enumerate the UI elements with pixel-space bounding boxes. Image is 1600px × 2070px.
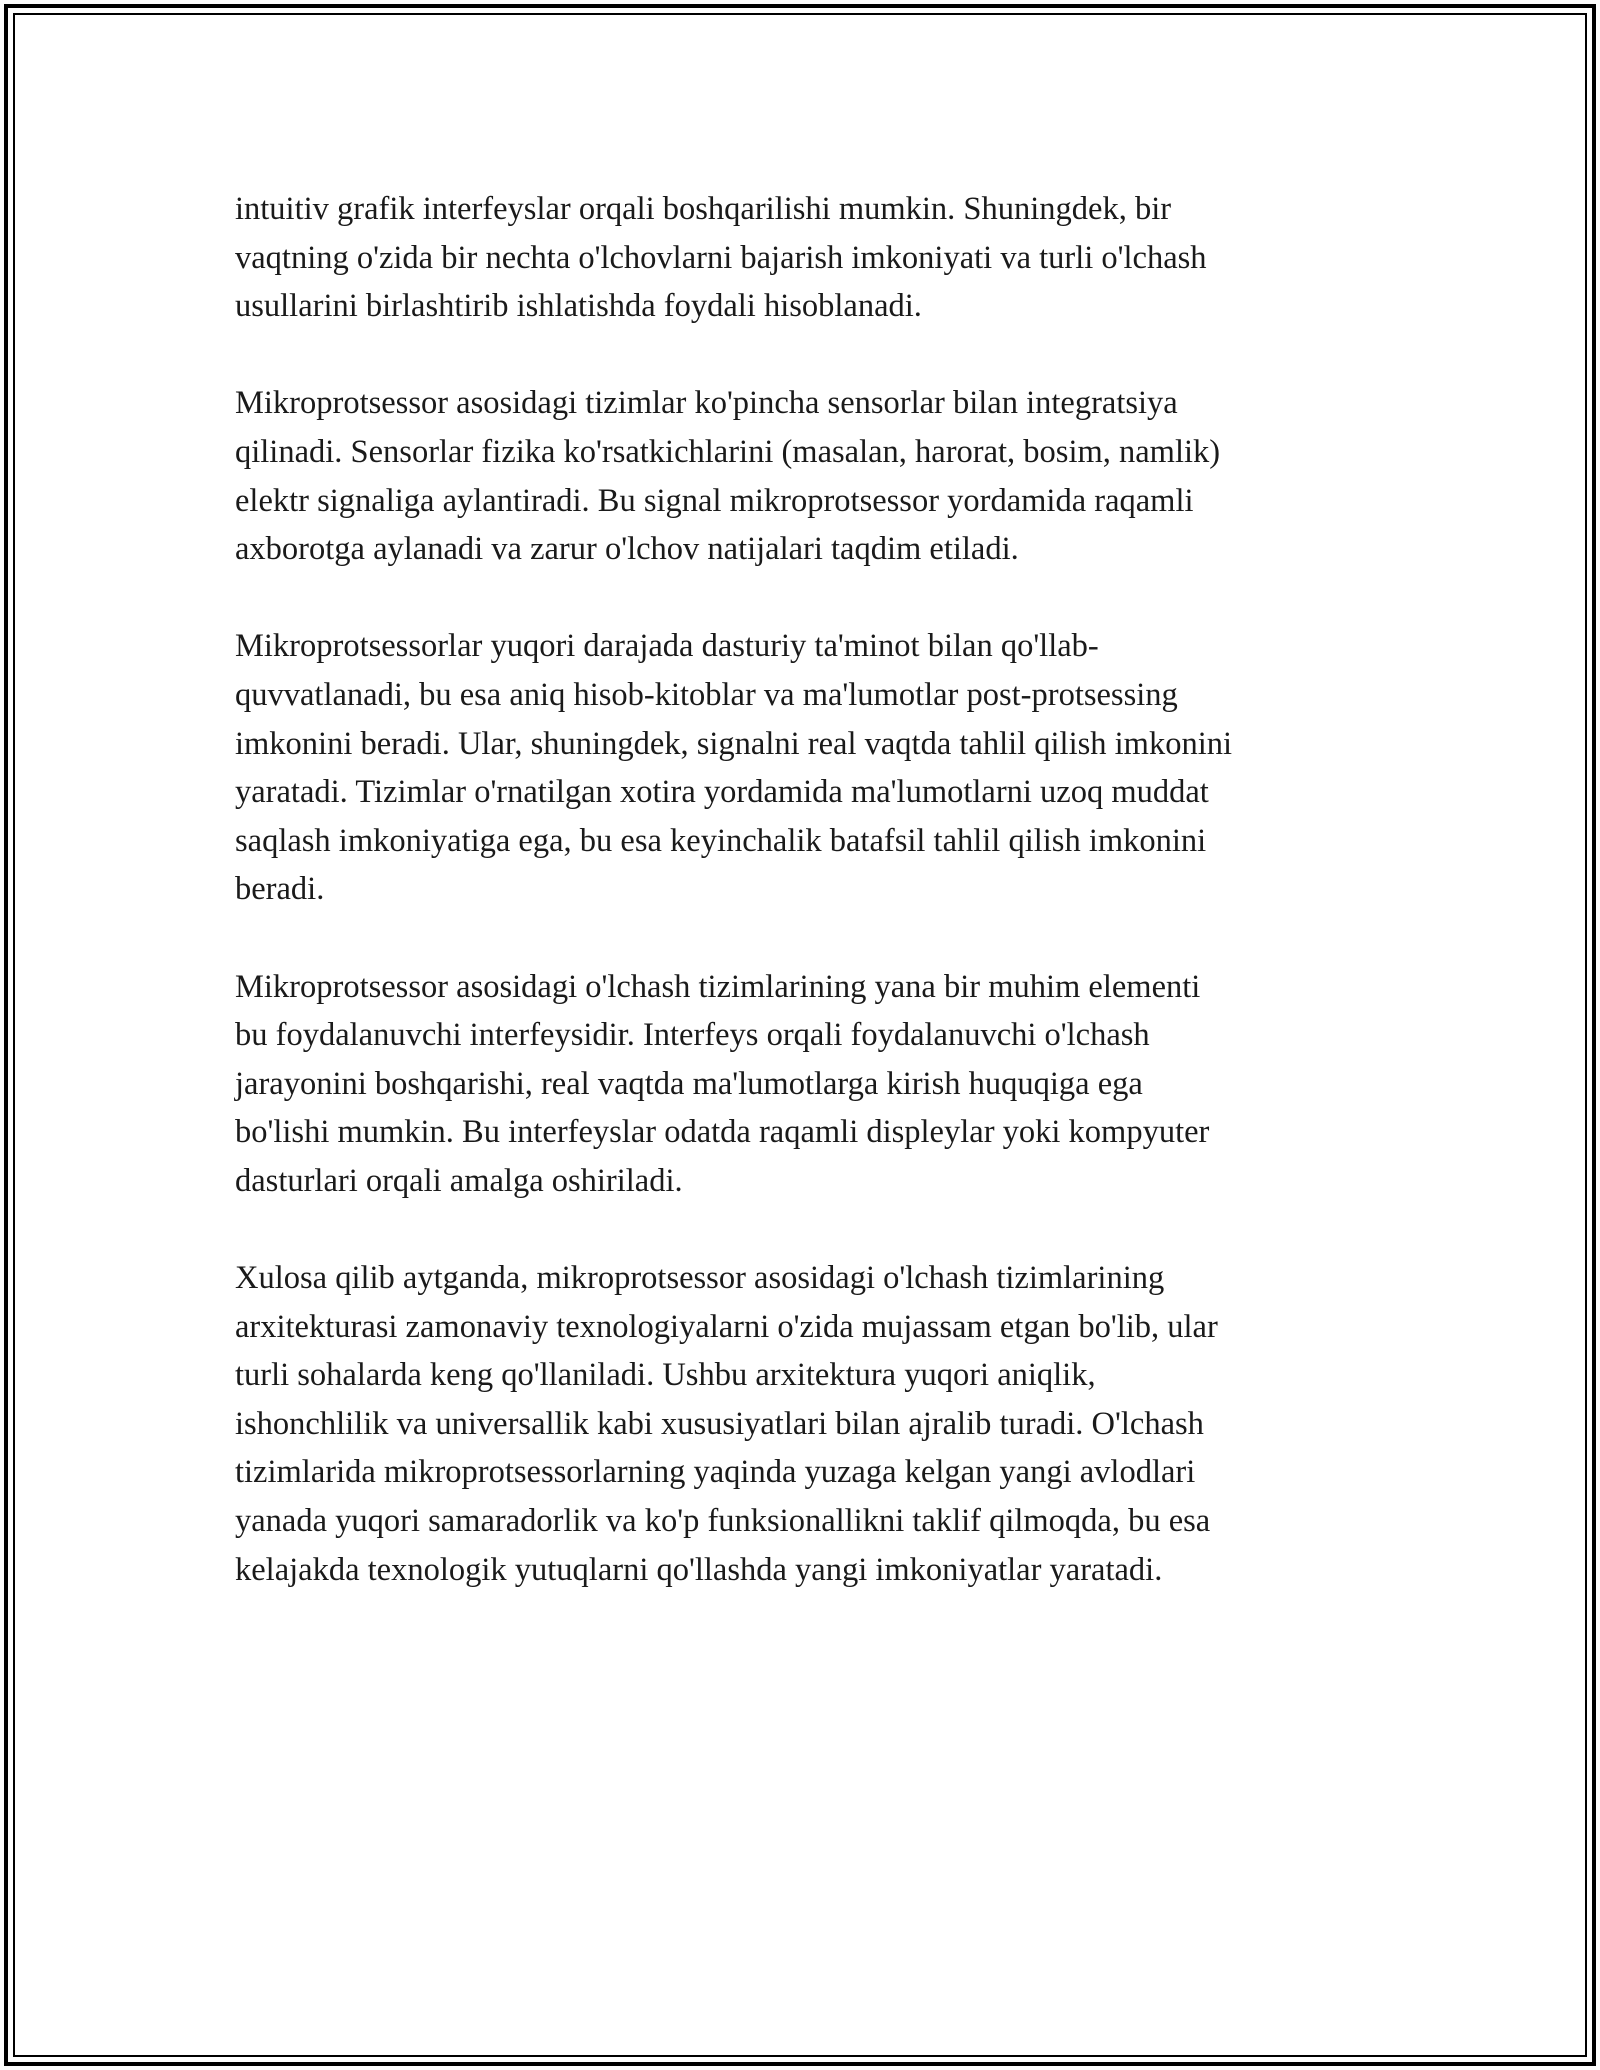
text-line: yanada yuqori samaradorlik va ko'p funksionallikni taklif qilmoqda, bu esa <box>235 1503 1211 1540</box>
text-line: vaqtning o'zida bir nechta o'lchovlarni bajarish imkoniyati va turli o'lchash <box>235 239 1207 276</box>
text-line: bo'lishi mumkin. Bu interfeyslar odatda raqamli displeylar yoki kompyuter <box>235 1114 1210 1151</box>
text-line: kelajakda texnologik yutuqlarni qo'llashda yangi imkoniyatlar yaratadi. <box>235 1551 1163 1588</box>
text-line: imkonini beradi. Ular, shuningdek, signalni real vaqtda tahlil qilish imkonini <box>235 725 1233 762</box>
text-line: turli sohalarda keng qo'llaniladi. Ushbu arxitektura yuqori aniqlik, <box>235 1357 1096 1394</box>
text-line: usullarini birlashtirib ishlatishda foydali hisoblanadi. <box>235 288 922 325</box>
text-line: jarayonini boshqarishi, real vaqtda ma'lumotlarga kirish huquqiga ega <box>235 1065 1143 1102</box>
document-body <box>235 185 1365 1643</box>
paragraph-5 <box>235 1254 1365 1594</box>
text-line: tizimlarida mikroprotsessorlarning yaqinda yuzaga kelgan yangi avlodlari <box>235 1454 1196 1491</box>
text-line: axborotga aylanadi va zarur o'lchov natijalari taqdim etiladi. <box>235 531 1019 568</box>
text-line: qilinadi. Sensorlar fizika ko'rsatkichlarini (masalan, harorat, bosim, namlik) <box>235 433 1221 470</box>
text-line: Mikroprotsessor asosidagi o'lchash tizimlarining yana bir muhim elementi <box>235 968 1201 1005</box>
text-line: elektr signaliga aylantiradi. Bu signal mikroprotsessor yordamida raqamli <box>235 482 1194 519</box>
paragraph-4 <box>235 963 1365 1206</box>
text-line: dasturlari orqali amalga oshiriladi. <box>235 1162 683 1199</box>
text-line: quvvatlanadi, bu esa aniq hisob-kitoblar va ma'lumotlar post-protsessing <box>235 676 1178 713</box>
text-line: ishonchlilik va universallik kabi xususiyatlari bilan ajralib turadi. O'lchash <box>235 1405 1204 1442</box>
text-line: yaratadi. Tizimlar o'rnatilgan xotira yordamida ma'lumotlarni uzoq muddat <box>235 774 1209 811</box>
text-line: bu foydalanuvchi interfeysidir. Interfeys orqali foydalanuvchi o'lchash <box>235 1017 1150 1054</box>
text-line: saqlash imkoniyatiga ega, bu esa keyinchalik batafsil tahlil qilish imkonini <box>235 822 1207 859</box>
paragraph-3 <box>235 622 1365 914</box>
text-line: beradi. <box>235 871 325 908</box>
text-line: arxitekturasi zamonaviy texnologiyalarni o'zida mujassam etgan bo'lib, ular <box>235 1308 1218 1345</box>
text-line: Xulosa qilib aytganda, mikroprotsessor asosidagi o'lchash tizimlarining <box>235 1260 1165 1297</box>
paragraph-2 <box>235 379 1365 573</box>
text-line: Mikroprotsessor asosidagi tizimlar ko'pincha sensorlar bilan integratsiya <box>235 385 1178 422</box>
text-line: Mikroprotsessorlar yuqori darajada dasturiy ta'minot bilan qo'llab- <box>235 628 1099 665</box>
paragraph-1 <box>235 185 1365 331</box>
text-line: intuitiv grafik interfeyslar orqali boshqarilishi mumkin. Shuningdek, bir <box>235 191 1172 227</box>
